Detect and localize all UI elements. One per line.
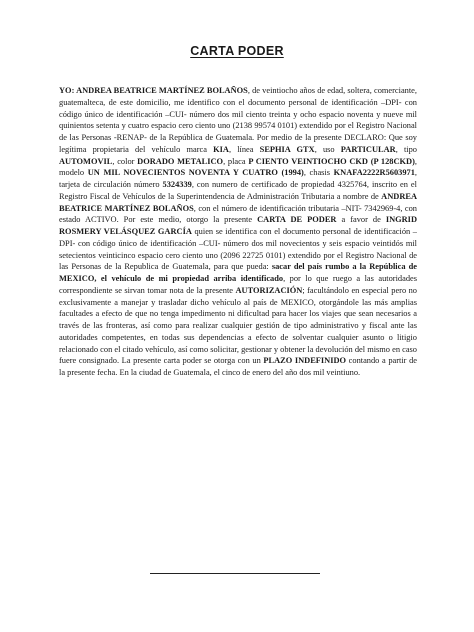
text-segment: , de veintiocho años de edad, soltera, comerciante, guatemalteca, de este domicilio, me identifico con el documento personal de identificación –DPI- con código único de identificación –CUI- número dos mil ciento treinta y ocho espacio noventa y nueve mil quinientos setenta y cuatro espacio cero ciento uno (2138 99574 0101) extendido por el Registro Nacional de las Personas -RENAP- de la República de Guatemala. Por medio de la presente DECLARO: Que soy legítima propietaria del vehículo marca [59, 86, 417, 154]
text-segment: , modelo [59, 156, 417, 178]
text-segment: , línea [228, 144, 260, 154]
bold-segment: PLAZO INDEFINIDO [263, 356, 347, 366]
text-segment: a favor de [336, 215, 386, 225]
text-segment: quien se identifica con el documento personal de identificación –DPI- con código único de identificación –CUI- número dos mil novecientos y seis espacio veintidós mil setecientos veinticinco espacio cero ciento uno (2096 22725 0101) extendido por el Registro Nacional de las Personas de la Republica de Guatemala, para que pueda: [59, 227, 417, 272]
text-segment: , uso [314, 144, 341, 154]
bold-segment: UN MIL NOVECIENTOS NOVENTA Y CUATRO (1994) [87, 168, 304, 178]
bold-segment: PARTICULAR [340, 144, 396, 154]
bold-segment: CARTA DE PODER [257, 215, 337, 225]
document-title [0, 44, 474, 58]
document-body [59, 85, 417, 379]
text-segment: contando a partir de la presente fecha. En la ciudad de Guatemala, el cinco de enero del año dos mil veintiuno. [59, 356, 417, 377]
bold-segment: sacar del país rumbo a la República de MEXICO, el vehículo de mi propiedad arriba identificado [59, 262, 417, 283]
text-segment: , tipo [395, 144, 417, 154]
text-segment: , tarjeta de circulación número [59, 168, 417, 189]
text-segment: , chasis [303, 168, 334, 178]
text-segment: , por lo que ruego a las autoridades correspondiente se sirvan tomar nota de la presente [59, 274, 417, 295]
bold-segment: YO: ANDREA BEATRICE MARTÍNEZ BOLAÑOS [59, 86, 248, 95]
bold-segment: INGRID ROSMERY VELÁSQUEZ GARCÍA [59, 215, 417, 236]
bold-segment: ANDREA BEATRICE MARTÍNEZ BOLAÑOS [59, 191, 417, 213]
signature-line [150, 573, 320, 574]
bold-segment: 5324339 [162, 180, 192, 189]
text-segment: , placa [223, 156, 249, 166]
bold-segment: AUTOMOVIL [59, 156, 113, 166]
text-segment: , color [112, 156, 138, 166]
document-title-text: CARTA PODER [190, 44, 284, 58]
bold-segment: AUTORIZACIÓN [235, 285, 303, 295]
text-segment: , con el número de identificación tributaria –NIT- 7342969-4, con estado ACTIVO. Por este medio, otorgo la presente [59, 203, 417, 225]
text-segment: , con numero de certificado de propiedad 4325764, inscrito en el Registro Fiscal de Vehículos de la Superintendencia de Administración Tributaria a nombre de [59, 180, 417, 201]
bold-segment: KIA [213, 144, 229, 154]
bold-segment: KNAFA2222R5603971 [333, 168, 415, 178]
bold-segment: P CIENTO VEINTIOCHO CKD (P 128CKD) [248, 156, 415, 166]
bold-segment: DORADO METALICO [137, 156, 224, 166]
text-segment: ; facultándolo en especial pero no exclusivamente a manejar y trasladar dicho vehículo al país de MEXICO, otorgándole las más amplias facultades a efecto de que no tenga impedimento ni dificultad para hacer los viajes que sean necesarios a través de las fronteras, así como para realizar cualquier gestión de tipo administrativo y fiscal ante las autoridades competentes, en todas sus dependencias a efecto de solventar cualquier asunto o litigio relacionado con el citado vehículo, así como solicitar, gestionar y obtener la devolución del mismo en caso fuere consignado. La presente carta poder se otorga con un [59, 285, 417, 366]
bold-segment: SEPHIA GTX [259, 144, 315, 154]
